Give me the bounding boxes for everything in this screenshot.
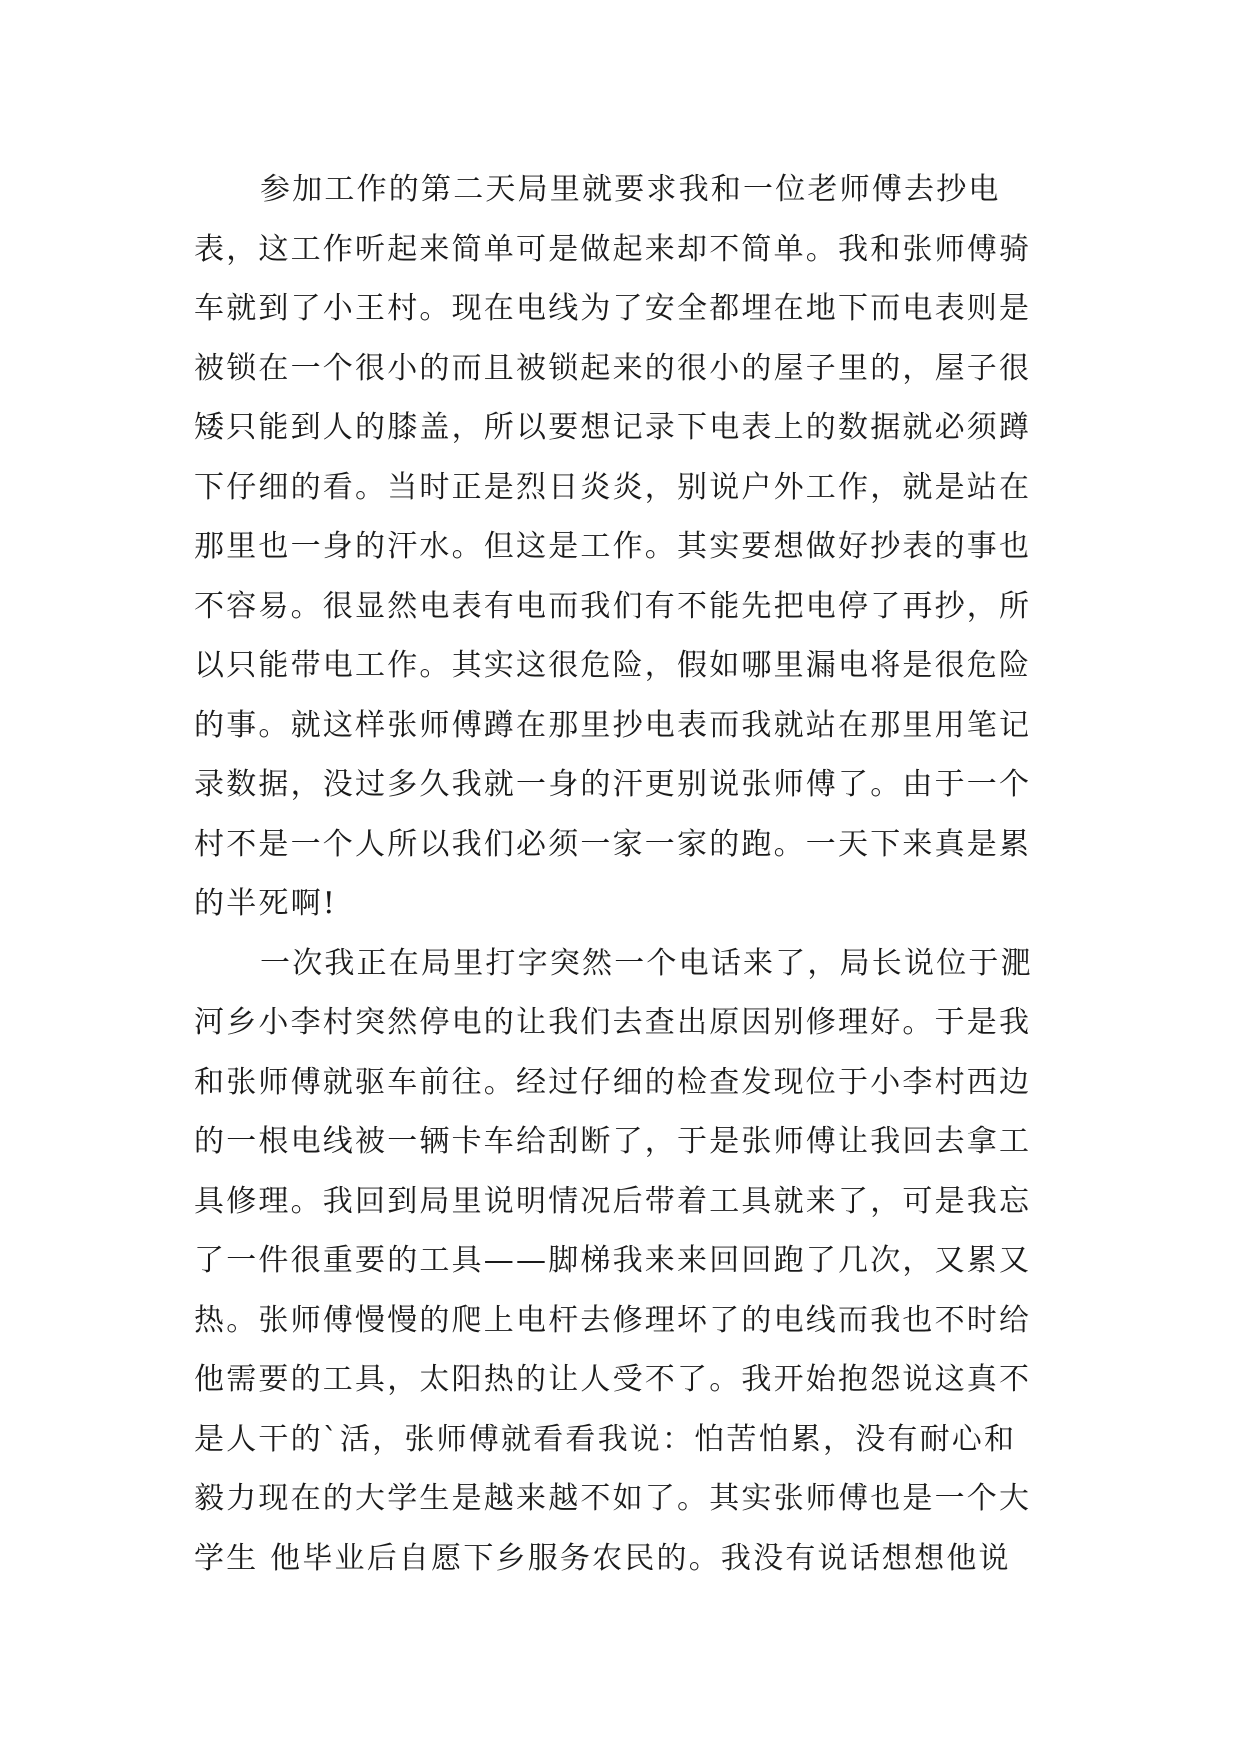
- text-line: 毅力现在的大学生是越来越不如了。其实张师傅也是一个大: [194, 1481, 1032, 1516]
- text-line: 和张师傅就驱车前往。经过仔细的检查发现位于小李村西边: [194, 1064, 1032, 1100]
- text-line: 是人干的`活，张师傅就看看我说：怕苦怕累，没有耐心和: [194, 1421, 1017, 1457]
- paragraph-1: [194, 160, 1056, 934]
- text-line: 矮只能到人的膝盖，所以要想记录下电表上的数据就必须蹲: [194, 410, 1032, 445]
- text-line: 河乡小李村突然停电的让我们去查出原因别修理好。于是我: [194, 1005, 1032, 1040]
- document-body: [194, 160, 1056, 1588]
- text-line: 一次我正在局里打字突然一个电话来了，局长说位于淝: [260, 945, 1033, 981]
- text-line: 的半死啊!: [194, 886, 338, 921]
- text-line: 不容易。很显然电表有电而我们有不能先把电停了再抄，所: [194, 588, 1032, 624]
- text-line: 了一件很重要的工具——脚梯我来来回回跑了几次，又累又: [194, 1243, 1032, 1278]
- text-line: 录数据，没过多久我就一身的汗更别说张师傅了。由于一个: [194, 767, 1032, 802]
- text-line: 的事。就这样张师傅蹲在那里抄电表而我就站在那里用笔记: [194, 707, 1032, 743]
- text-line: 学生 他毕业后自愿下乡服务农民的。我没有说话想想他说: [194, 1540, 1011, 1576]
- text-line: 具修理。我回到局里说明情况后带着工具就来了，可是我忘: [194, 1183, 1032, 1219]
- text-line: 被锁在一个很小的而且被锁起来的很小的屋子里的，屋子很: [194, 350, 1032, 386]
- text-line: 的一根电线被一辆卡车给刮断了，于是张师傅让我回去拿工: [194, 1124, 1032, 1159]
- text-line: 热。张师傅慢慢的爬上电杆去修理坏了的电线而我也不时给: [194, 1302, 1032, 1338]
- text-line: 以只能带电工作。其实这很危险，假如哪里漏电将是很危险: [194, 648, 1032, 683]
- text-line: 他需要的工具，太阳热的让人受不了。我开始抱怨说这真不: [194, 1362, 1032, 1397]
- text-line: 参加工作的第二天局里就要求我和一位老师傅去抄电: [260, 172, 1001, 207]
- text-line: 那里也一身的汗水。但这是工作。其实要想做好抄表的事也: [194, 529, 1032, 564]
- text-line: 下仔细的看。当时正是烈日炎炎，别说户外工作，就是站在: [194, 469, 1032, 505]
- text-line: 村不是一个人所以我们必须一家一家的跑。一天下来真是累: [194, 826, 1032, 862]
- paragraph-2: [194, 934, 1056, 1589]
- text-line: 车就到了小王村。现在电线为了安全都埋在地下而电表则是: [194, 291, 1032, 326]
- text-line: 表，这工作听起来简单可是做起来却不简单。我和张师傅骑: [194, 231, 1032, 267]
